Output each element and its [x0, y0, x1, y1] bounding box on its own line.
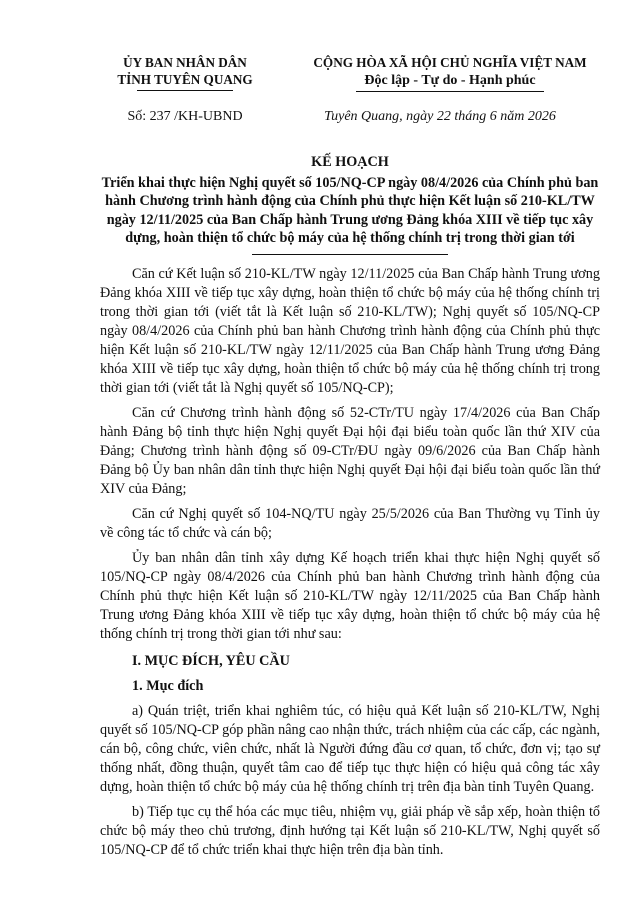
paragraph-basis-3: Căn cứ Nghị quyết số 104-NQ/TU ngày 25/5/2026 của Ban Thường vụ Tỉnh ủy về công tác tổ chức và cán bộ;: [100, 505, 600, 541]
paragraph-basis-2: Căn cứ Chương trình hành động số 52-CTr/TU ngày 17/4/2026 của Ban Chấp hành Đảng bộ tỉnh thực hiện Nghị quyết Đại hội đại biểu toàn quốc lần thứ XIV của Đảng; Chương trình hành động số 09-CTr/ĐU ngày 09/6/2026 của Ban Chấp hành Đảng bộ Ủy ban nhân dân tỉnh thực hiện Nghị quyết Đại hội đại biểu toàn quốc lần thứ XIV của Đảng;: [100, 404, 600, 497]
document-number: Số: 237 /KH-UBND: [127, 109, 243, 124]
motto-underline: [356, 91, 544, 92]
paragraph-basis-1: Căn cứ Kết luận số 210-KL/TW ngày 12/11/2025 của Ban Chấp hành Trung ương Đảng khóa XIII về tiếp tục xây dựng, hoàn thiện tổ chức bộ máy của hệ thống chính trị trong thời gian tới (viết tắt là Kết luận số 210-KL/TW); Nghị quyết số 105/NQ-CP ngày 08/4/2026 của Chính phủ ban hành Chương trình hành động của Chính phủ thực hiện Kết luận số 210-KL/TW ngày 12/11/2025 của Ban Chấp hành Trung ương Đảng khóa XIII về tiếp tục xây dựng, hoàn thiện tổ chức bộ máy của hệ thống chính trị trong thời gian tới (viết tắt là Nghị quyết số 105/NQ-CP);: [100, 265, 600, 396]
section-heading-1: I. MỤC ĐÍCH, YÊU CẦU: [132, 653, 290, 670]
authority-line-2: TỈNH TUYÊN QUANG: [117, 71, 253, 87]
issuing-authority: [100, 55, 270, 92]
authority-line-1: ỦY BAN NHÂN DÂN: [123, 55, 247, 70]
national-motto: Độc lập - Tự do - Hạnh phúc: [364, 72, 536, 88]
document-title: KẾ HOẠCH: [311, 153, 389, 170]
national-title: [300, 55, 600, 92]
subsection-heading-1-1: 1. Mục đích: [132, 678, 204, 695]
authority-underline: [137, 90, 233, 91]
document-header: [100, 55, 600, 92]
paragraph-item-a: a) Quán triệt, triển khai nghiêm túc, có hiệu quả Kết luận số 210-KL/TW, Nghị quyết số 105/NQ-CP góp phần nâng cao nhận thức, trách nhiệm của các cấp, các ngành, cán bộ, công chức, viên chức, nhất là Người đứng đầu cơ quan, tổ chức, đơn vị; tạo sự thống nhất, đồng thuận, quyết tâm cao để tiếp tục thực hiện có hiệu quả công tác xây dựng, hoàn thiện tổ chức bộ máy của hệ thống chính trị trên địa bàn tỉnh Tuyên Quang.: [100, 703, 600, 796]
document-body: [100, 265, 600, 861]
paragraph-item-b: b) Tiếp tục cụ thể hóa các mục tiêu, nhiệm vụ, giải pháp về sắp xếp, hoàn thiện tổ chức bộ máy theo chủ trương, định hướng tại Kết luận số 210-KL/TW, Nghị quyết số 105/NQ-CP để tổ chức triển khai thực hiện trên địa bàn tỉnh.: [100, 804, 600, 859]
title-divider: [252, 254, 448, 255]
document-meta: [100, 108, 600, 127]
place-and-date: Tuyên Quang, ngày 22 tháng 6 năm 2026: [324, 109, 556, 124]
national-name: CỘNG HÒA XÃ HỘI CHỦ NGHĨA VIỆT NAM: [313, 55, 587, 70]
document-subtitle: Triển khai thực hiện Nghị quyết số 105/NQ-CP ngày 08/4/2026 của Chính phủ ban hành Chương trình hành động của Chính phủ thực hiện Kết luận số 210-KL/TW ngày 12/11/2025 của Ban Chấp hành Trung ương Đảng khóa XIII về tiếp tục xây dựng, hoàn thiện tổ chức bộ máy của hệ thống chính trị trong thời gian tới: [101, 174, 599, 247]
paragraph-intro: Ủy ban nhân dân tỉnh xây dựng Kế hoạch triển khai thực hiện Nghị quyết số 105/NQ-CP ngày 08/4/2026 của Chính phủ ban hành Chương trình hành động của Chính phủ thực hiện Kết luận số 210-KL/TW ngày 12/11/2025 của Ban Chấp hành Trung ương Đảng khóa XIII về tiếp tục xây dựng, hoàn thiện tổ chức bộ máy của hệ thống chính trị trong thời gian tới như sau:: [100, 550, 600, 643]
